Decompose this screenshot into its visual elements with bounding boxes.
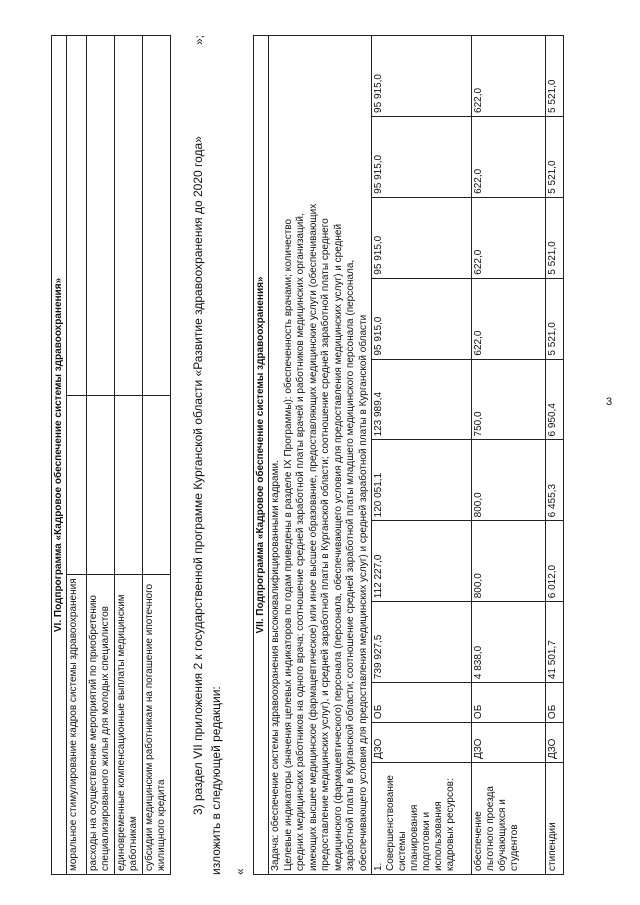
rotated-content: [35, 15, 605, 875]
subprogram-vii-heading: VII. Подпрограмма «Кадровое обеспечение системы здравоохранения»: [254, 36, 269, 875]
table-row: единовременные компенсационные выплаты медицинским работникам: [115, 575, 143, 875]
closing-quote: »;: [192, 34, 206, 45]
subprogram-vii-table: [253, 35, 564, 875]
task-cell: Задача: обеспечение системы здравоохранения высококвалифицированными кадрами. Целевые индикаторы (значения целевых индикаторов по годам приведены в разделе IX Программы): обеспеченность врачами; количество средних медицинских работников на одного врача; соотношение средней заработной платы врачей и работников медицинских организаций, имеющих высшее медицинское (фармацевтическое) или иное высшее образование, предоставляющих медицинские услуги (обеспечивающих предоставление медицинских услуг), и средней заработной платы в Курганской области; соотношение средней заработной платы среднего медицинского (фармацевтического) персонала (персонала, обеспечивающего условия для предоставления медицинских услуг) и средней заработной платы в Курганской области; соотношение средней заработной платы младшего медицинского персонала (персонала, обеспечивающего условия для предоставления медицинских услуг) и средней заработной платы в Курганской области: [269, 36, 372, 875]
amendment-paragraph: 3) раздел VII приложения 2 к государственной программе Курганской области «Развитие здравоохранения до 2020 года»: [191, 136, 205, 815]
table-row: моральное стимулирование кадров системы здравоохранения: [67, 575, 87, 875]
page-number: 3: [606, 396, 613, 408]
amendment-paragraph-cont: изложить в следующей редакции:: [209, 686, 223, 875]
subprogram-vi-table: [51, 35, 171, 875]
table-row: субсидии медицинским работникам на погашение ипотечного жилищного кредита: [143, 575, 171, 875]
subprogram-vi-heading: VI. Подпрограмма «Кадровое обеспечение системы здравоохранения»: [52, 36, 67, 875]
table-row: 1. Совершенствование системы планирования подготовки и использования кадровых ресурсов: ДЗО ОБ 739 927,5 112 227,0 120 051,1 123 989,4 95 915,0 95 915,0 95 915,0 95 915,0: [372, 36, 472, 875]
table-row: расходы на осуществление мероприятий по приобретению специализированного жилья для молодых специалистов: [87, 575, 115, 875]
table-row: обеспечение льготного проезда обучающихся и студентов ДЗО ОБ 4 838,0 800,0 800,0 750,0 622,0 622,0 622,0 622,0: [472, 36, 546, 875]
table-row: стипендии ДЗО ОБ 41 501,7 6 012,0 6 455,3 6 950,4 5 521,0 5 521,0 5 521,0 5 521,0: [546, 36, 564, 875]
opening-quote: «: [233, 868, 247, 875]
